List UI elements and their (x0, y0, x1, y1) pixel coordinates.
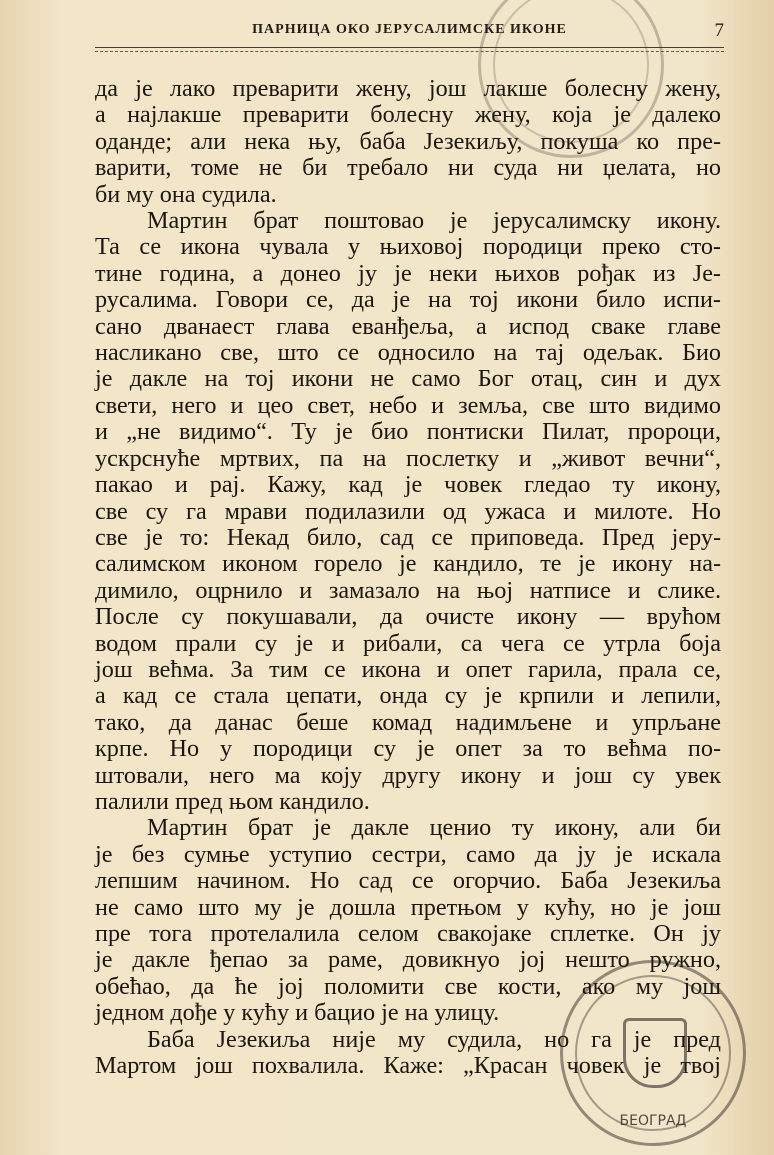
text-line: Мартом још похвалила. Каже: „Красан човек је твој (95, 1052, 721, 1080)
text-line: лепшим начином. Но сад се огорчио. Баба Језекиља (95, 867, 721, 895)
text-line: је дакле на тој икони не само Бог отац, син и дух (95, 365, 721, 393)
page-number: 7 (714, 20, 724, 41)
text-line: све је то: Некад било, сад се приповеда. Пред јеру- (95, 523, 721, 551)
text-line: салимском иконом горело је кандило, те је икону на- (95, 550, 721, 578)
text-line: тако, да данас беше комад надимљене и упрљане (95, 708, 721, 736)
text-line: русалима. Говори се, да је на тој икони било испи- (95, 286, 721, 314)
text-line: тине година, а донео ју је неки њихов рођак из Је- (95, 259, 721, 287)
text-line: а кад се стала цепати, онда су је крпили и лепили, (95, 682, 721, 710)
text-line: би му она судила. (95, 180, 277, 208)
text-line: је без сумње уступио сестри, само да ју је искала (95, 840, 721, 868)
running-head (95, 22, 724, 50)
text-line: обећао, да ће јој поломити све кости, ако му још (95, 972, 721, 1000)
stamp-label: БЕОГРАД (619, 1113, 687, 1129)
text-line: варити, томе не би требало ни суда ни џелата, но (95, 154, 721, 182)
text-line: још већма. За тим се икона и опет гарила, прала се, (95, 655, 721, 683)
text-line: Баба Језекиља није му судила, но га је пред (147, 1025, 721, 1053)
text-line: димило, оцрнило и замазало на њој натписе и слике. (95, 576, 721, 604)
coat-of-arms-icon (623, 1018, 687, 1088)
text-line: штовали, него ма коју другу икону и још су увек (95, 761, 721, 789)
text-line: ускрснуће мртвих, па на послетку и „живот вечни“, (95, 444, 721, 472)
text-line: да је лако преварити жену, још лакше болесну жену, (95, 75, 721, 102)
text-line: Мартин брат поштовао је јерусалимску икону. (147, 207, 721, 235)
text-line: оданде; али нека њу, баба Језекиљу, покуша ко пре- (95, 127, 721, 155)
text-line: пакао и рај. Кажу, кад је човек гледао ту икону, (95, 471, 721, 499)
library-stamp-bottom (560, 960, 746, 1146)
text-line: не само што му је дошла претњом у кућу, но је још (95, 893, 721, 921)
text-line: свети, него и цео свет, небо и земља, све што видимо (95, 391, 721, 419)
text-line: и „не видимо“. Ту је био понтиски Пилат, пророци, (95, 418, 721, 446)
text-line: Та се икона чувала у њиховој породици преко сто- (95, 233, 721, 261)
text-line: После су покушавали, да очисте икону — врућом (95, 603, 721, 631)
text-line: крпе. Но у породици су је опет за то већма по- (95, 735, 721, 763)
text-line: једном дође у кућу и бацио је на улицу. (95, 999, 500, 1027)
text-line: је дакле ђепао за раме, довикнуо јој нешто ружно, (95, 946, 721, 974)
text-line: насликано све, што се односило на тај одељак. Био (95, 339, 721, 367)
text-line: а најлакше преварити болесну жену, која је далеко (95, 101, 721, 129)
text-line: Мартин брат је дакле ценио ту икону, али би (147, 814, 721, 842)
text-line: пре тога протелалила селом свакојаке сплетке. Он ју (95, 920, 721, 947)
running-title: ПАРНИЦА ОКО ЈЕРУСАЛИМСКЕ ИКОНЕ (252, 22, 567, 37)
body-text (95, 76, 721, 1079)
header-rule (95, 47, 724, 52)
text-line: водом прали су је и рибали, са чега се утрла боја (95, 629, 721, 657)
text-line: палили пред њом кандило. (95, 787, 370, 815)
text-line: све су га мрави подилазили од ужаса и милоте. Но (95, 497, 721, 525)
text-line: сано дванаест глава еванђеља, а испод сваке главе (95, 312, 721, 340)
